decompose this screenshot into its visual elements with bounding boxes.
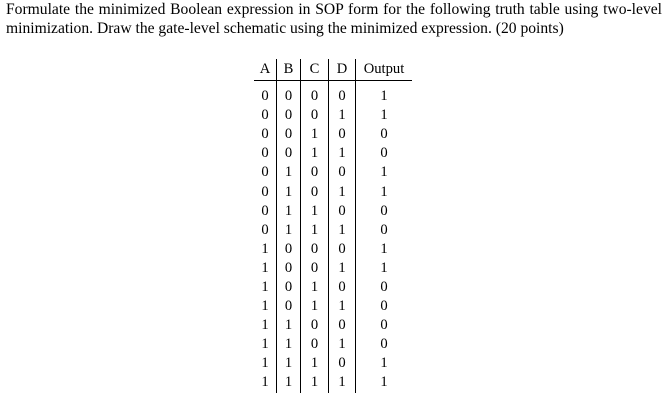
cell-a: 1 xyxy=(254,354,277,373)
cell-a: 1 xyxy=(254,316,277,335)
cell-b: 1 xyxy=(277,221,301,240)
cell-b: 0 xyxy=(277,278,301,297)
cell-a: 0 xyxy=(254,163,277,182)
table-row xyxy=(254,278,412,297)
cell-output: 0 xyxy=(380,126,388,143)
table-row xyxy=(254,125,412,144)
cell-b: 0 xyxy=(277,81,301,107)
table-row xyxy=(254,221,412,240)
cell-d: 0 xyxy=(329,240,356,259)
cell-output: 0 xyxy=(380,202,388,219)
table-row xyxy=(254,354,412,373)
cell-b: 0 xyxy=(277,259,301,278)
cell-c: 0 xyxy=(301,163,329,182)
cell-c: 0 xyxy=(301,259,329,278)
cell-d: 1 xyxy=(329,106,356,125)
header-a: A xyxy=(254,59,277,81)
cell-a: 1 xyxy=(254,373,277,392)
cell-a: 0 xyxy=(254,106,277,125)
cell-b: 0 xyxy=(277,240,301,259)
table-row xyxy=(254,373,412,392)
cell-a: 0 xyxy=(254,221,277,240)
header-output: Output xyxy=(356,59,413,81)
header-d: D xyxy=(329,59,356,81)
cell-output: 1 xyxy=(380,107,388,124)
cell-c: 1 xyxy=(301,144,329,163)
cell-d: 0 xyxy=(329,81,356,107)
cell-a: 0 xyxy=(254,125,277,144)
table-row xyxy=(254,163,412,182)
cell-c: 1 xyxy=(301,373,329,392)
cell-a: 1 xyxy=(254,297,277,316)
table-row xyxy=(254,81,412,107)
cell-a: 1 xyxy=(254,278,277,297)
cell-d: 0 xyxy=(329,354,356,373)
header-b: B xyxy=(277,59,301,81)
table-row xyxy=(254,297,412,316)
cell-d: 0 xyxy=(329,278,356,297)
cell-c: 1 xyxy=(301,221,329,240)
cell-c: 1 xyxy=(301,297,329,316)
cell-output: 0 xyxy=(380,145,388,162)
table-row xyxy=(254,259,412,278)
cell-b: 0 xyxy=(277,297,301,316)
cell-a: 0 xyxy=(254,202,277,221)
cell-d: 0 xyxy=(329,163,356,182)
cell-output: 1 xyxy=(380,355,388,372)
question-text: Formulate the minimized Boolean expression in SOP form for the following truth table using two-level minimization. Draw the gate-level schematic using the minimized expression. (20 points) xyxy=(6,1,662,37)
table-row xyxy=(254,316,412,335)
cell-output: 1 xyxy=(380,259,388,276)
cell-b: 1 xyxy=(277,316,301,335)
truth-table xyxy=(254,59,412,393)
cell-b: 1 xyxy=(277,354,301,373)
cell-c: 1 xyxy=(301,354,329,373)
cell-output: 0 xyxy=(380,298,388,315)
cell-output: 0 xyxy=(380,221,388,238)
cell-c: 0 xyxy=(301,106,329,125)
cell-d: 1 xyxy=(329,259,356,278)
cell-a: 0 xyxy=(254,144,277,163)
cell-c: 1 xyxy=(301,278,329,297)
cell-b: 1 xyxy=(277,373,301,392)
table-row xyxy=(254,240,412,259)
cell-output: 0 xyxy=(380,317,388,334)
cell-b: 1 xyxy=(277,182,301,201)
cell-output: 1 xyxy=(380,183,388,200)
table-body xyxy=(254,81,412,393)
cell-c: 0 xyxy=(301,335,329,354)
cell-d: 1 xyxy=(329,221,356,240)
cell-c: 1 xyxy=(301,202,329,221)
cell-a: 0 xyxy=(254,81,277,107)
cell-d: 1 xyxy=(329,182,356,201)
table-row xyxy=(254,202,412,221)
cell-output: 1 xyxy=(380,374,388,391)
cell-d: 0 xyxy=(329,316,356,335)
table-header-row xyxy=(254,59,412,81)
cell-a: 1 xyxy=(254,335,277,354)
table-row xyxy=(254,144,412,163)
cell-a: 1 xyxy=(254,259,277,278)
header-c: C xyxy=(301,59,329,81)
cell-b: 1 xyxy=(277,163,301,182)
cell-d: 0 xyxy=(329,125,356,144)
table-row xyxy=(254,335,412,354)
table-row xyxy=(254,106,412,125)
cell-b: 1 xyxy=(277,335,301,354)
cell-c: 1 xyxy=(301,125,329,144)
cell-b: 0 xyxy=(277,106,301,125)
cell-c: 0 xyxy=(301,81,329,107)
cell-b: 0 xyxy=(277,144,301,163)
cell-d: 1 xyxy=(329,373,356,392)
cell-d: 1 xyxy=(329,335,356,354)
cell-b: 0 xyxy=(277,125,301,144)
cell-c: 0 xyxy=(301,240,329,259)
cell-b: 1 xyxy=(277,202,301,221)
cell-output: 0 xyxy=(380,278,388,295)
cell-output: 0 xyxy=(380,336,388,353)
cell-d: 1 xyxy=(329,297,356,316)
cell-a: 0 xyxy=(254,182,277,201)
cell-c: 0 xyxy=(301,182,329,201)
cell-c: 0 xyxy=(301,316,329,335)
cell-d: 1 xyxy=(329,144,356,163)
cell-output: 1 xyxy=(380,88,388,105)
cell-a: 1 xyxy=(254,240,277,259)
cell-output: 1 xyxy=(380,240,388,257)
cell-d: 0 xyxy=(329,202,356,221)
cell-output: 1 xyxy=(380,164,388,181)
table-row xyxy=(254,182,412,201)
